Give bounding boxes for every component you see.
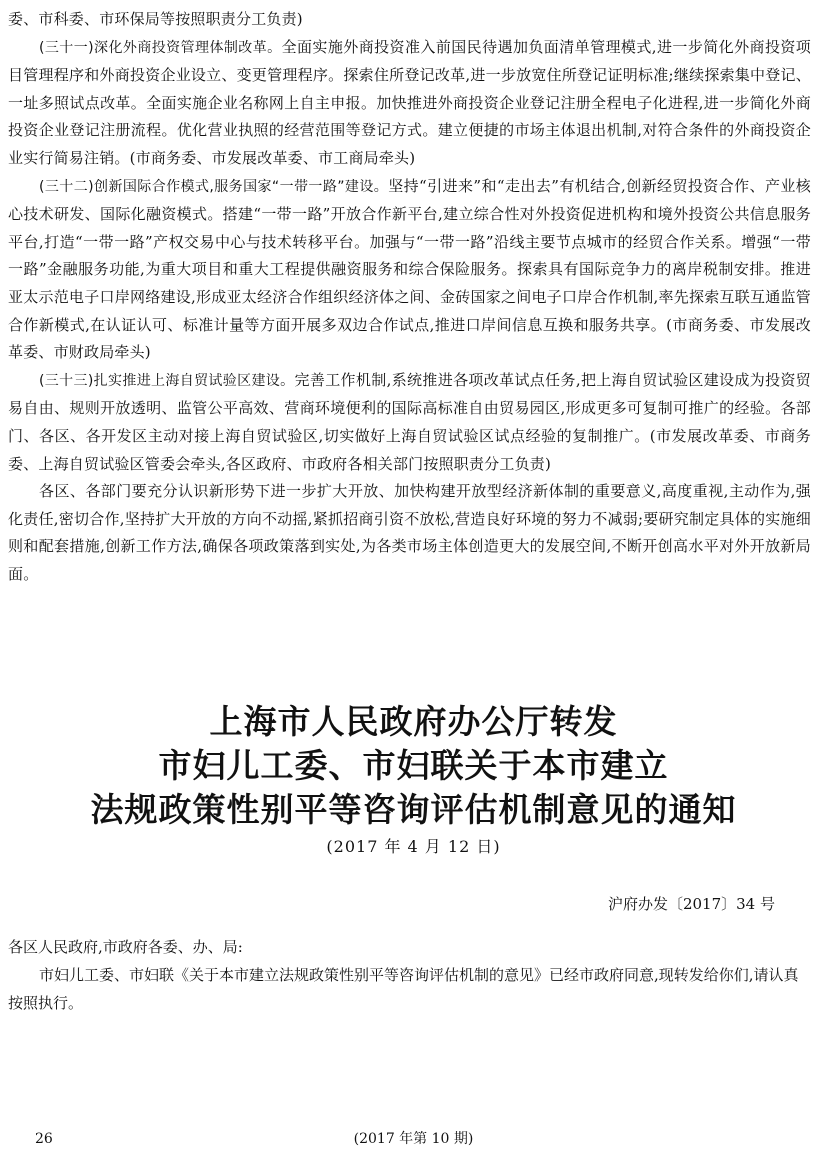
- notice-paragraph: 市妇儿工委、市妇联《关于本市建立法规政策性别平等咨询评估机制的意见》已经市政府同意,现转发给你们,请认真按照执行。: [8, 966, 799, 1012]
- issue-label: (2017 年第 10 期): [353, 1131, 474, 1147]
- document-number: 沪府办发〔2017〕34 号: [607, 895, 775, 913]
- section-33-paragraph: [8, 367, 811, 478]
- section-33-text: 完善工作机制,系统推进各项改革试点任务,把上海自贸试验区建设成为投资贸易自由、规则开放透明、监管公平高效、营商环境便利的国际高标准自由贸易园区,形成更多可复制可推广的经验。各部门、各区、各开发区主动对接上海自贸试验区,切实做好上海自贸试验区试点经验的复制推广。(市发展改革委、市商务委、上海自贸试验区管委会牵头,各区政府、市政府各相关部门按照职责分工负责): [8, 370, 811, 473]
- section-31-paragraph: [8, 34, 811, 173]
- section-31-heading: (三十一)深化外商投资管理体制改革。: [39, 39, 282, 56]
- closing-paragraph: 各区、各部门要充分认识新形势下进一步扩大开放、加快构建开放型经济新体制的重要意义,高度重视,主动作为,强化责任,密切合作,坚持扩大开放的方向不动摇,紧抓招商引资不放松,营造良好环境的努力不减弱;要研究制定具体的实施细则和配套措施,创新工作方法,确保各项政策落到实处,为各类市场主体创造更大的发展空间,不断开创高水平对外开放新局面。: [8, 482, 811, 583]
- section-32-text: 坚持“引进来”和“走出去”有机结合,创新经贸投资合作、产业核心技术研发、国际化融资模式。搭建“一带一路”开放合作新平台,建立综合性对外投资促进机构和境外投资公共信息服务平台,打造“一带一路”产权交易中心与技术转移平台。加强与“一带一路”沿线主要节点城市的经贸合作关系。增强“一带一路”金融服务功能,为重大项目和重大工程提供融资服务和综合保险服务。探索具有国际竞争力的离岸税制安排。推进亚太示范电子口岸网络建设,形成亚太经济合作组织经济体之间、金砖国家之间电子口岸合作机制,率先探索互联互通监管合作新模式,在认证认可、标准计量等方面开展多双边合作试点,推进口岸间信息互换和服务共享。(市商务委、市发展改革委、市财政局牵头): [8, 176, 811, 362]
- section-32-heading: (三十二)创新国际合作模式,服务国家“一带一路”建设。: [39, 178, 389, 195]
- previous-article-text: [8, 6, 811, 588]
- section-31-text: 全面实施外商投资准入前国民待遇加负面清单管理模式,进一步简化外商投资项目管理程序和外商投资企业设立、变更管理程序。探索住所登记改革,进一步放宽住所登记证明标准;继续探索集中登记、一址多照试点改革。全面实施企业名称网上自主申报。加快推进外商投资企业登记注册全程电子化进程,进一步简化外商投资企业登记注册流程。优化营业执照的经营范围等登记方式。建立便捷的市场主体退出机制,对符合条件的外商投资企业实行简易注销。(市商务委、市发展改革委、市工商局牵头): [8, 37, 811, 167]
- section-33-heading: (三十三)扎实推进上海自贸试验区建设。: [39, 372, 295, 389]
- title-line-3: 法规政策性别平等咨询评估机制意见的通知: [90, 790, 737, 829]
- section-32-paragraph: [8, 173, 811, 367]
- page-number: 26: [35, 1131, 53, 1147]
- notice-title-block: [0, 700, 827, 862]
- notice-body: [8, 933, 811, 1017]
- continued-paragraph: 委、市科委、市环保局等按照职责分工负责): [8, 10, 303, 28]
- title-line-1: 上海市人民政府办公厅转发: [209, 702, 618, 741]
- addressee: 各区人民政府,市政府各委、办、局:: [8, 938, 243, 956]
- title-line-2: 市妇儿工委、市妇联关于本市建立: [158, 746, 669, 785]
- notice-date: (2017 年 4 月 12 日): [326, 837, 501, 856]
